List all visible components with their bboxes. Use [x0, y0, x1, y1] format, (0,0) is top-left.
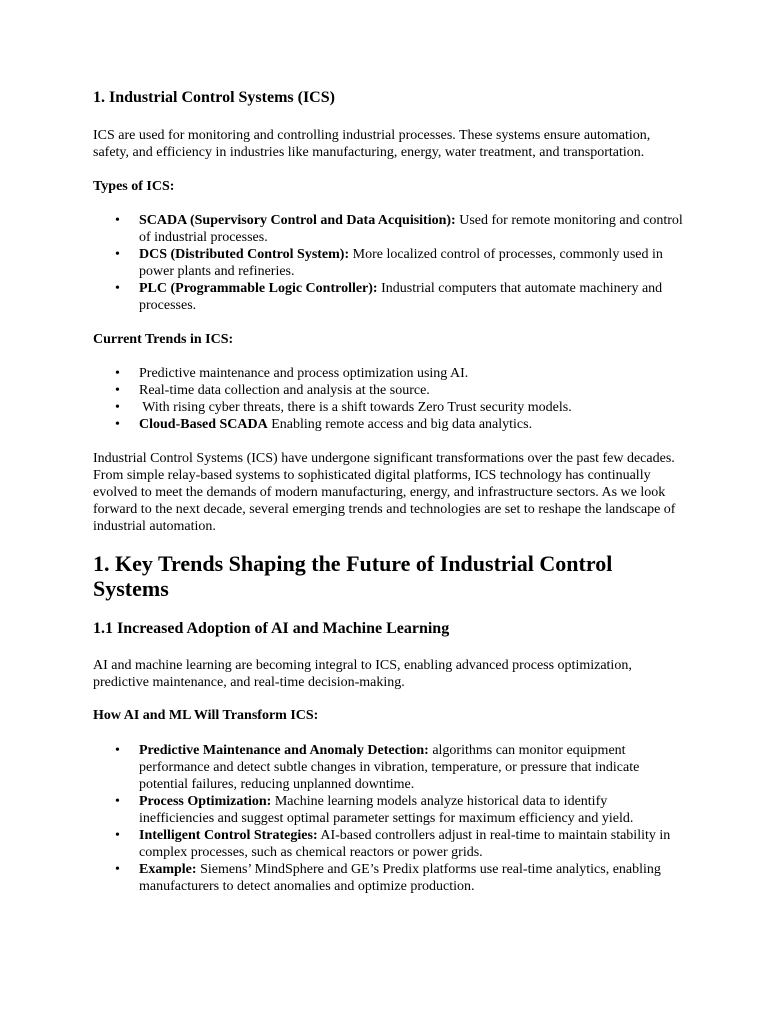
ai-ml-intro-paragraph: AI and machine learning are becoming integral to ICS, enabling advanced process optimization, predictive maintenance, and real-time decision-making. — [93, 658, 632, 690]
list-item-term: Intelligent Control Strategies: — [139, 828, 318, 843]
list-item-term: Cloud-Based SCADA — [139, 417, 268, 432]
list-item: • Real-time data collection and analysis at the source. — [93, 382, 683, 399]
list-item-desc: Enabling remote access and big data analytics. — [267, 417, 533, 432]
list-item-term: Predictive Maintenance and Anomaly Detection: — [139, 743, 429, 758]
list-item — [93, 793, 683, 827]
how-ai-ml-heading: How AI and ML Will Transform ICS: — [93, 708, 319, 723]
list-item — [93, 416, 683, 433]
ics-overview-paragraph: Industrial Control Systems (ICS) have undergone significant transformations over the past few decades. From simple relay-based systems to sophisticated digital platforms, ICS technology has continually evolved to meet the demands of modern manufacturing, energy, and infrastructure sectors. As we look forward to the next decade, several emerging trends and technologies are set to reshape the landscape of industrial automation. — [93, 451, 676, 534]
ics-intro-paragraph: ICS are used for monitoring and controlling industrial processes. These systems ensure automation, safety, and efficiency in industries like manufacturing, energy, water treatment, and transportation. — [93, 128, 651, 160]
list-item: • With rising cyber threats, there is a shift towards Zero Trust security models. — [93, 399, 683, 416]
list-item-term: Process Optimization: — [139, 794, 272, 809]
list-item — [93, 827, 683, 861]
list-item-desc: Industrial computers that automate machinery and processes. — [139, 281, 663, 313]
list-item-desc: Siemens’ MindSphere and GE’s Predix platforms use real-time analytics, enabling manufacturers to detect anomalies and optimize production. — [139, 862, 661, 894]
key-trends-heading: 1. Key Trends Shaping the Future of Industrial Control Systems — [93, 551, 613, 601]
list-item — [93, 742, 683, 793]
list-item-desc: Used for remote monitoring and control of industrial processes. — [139, 213, 683, 245]
list-item — [93, 280, 683, 314]
current-trends-heading: Current Trends in ICS: — [93, 332, 234, 347]
list-item — [93, 212, 683, 246]
list-item: • Predictive maintenance and process optimization using AI. — [93, 365, 683, 382]
list-item-desc: More localized control of processes, commonly used in power plants and refineries. — [139, 247, 663, 279]
list-item-desc: AI-based controllers adjust in real-time to maintain stability in complex processes, such as chemical reactors or power grids. — [139, 828, 671, 860]
list-item-term: SCADA (Supervisory Control and Data Acquisition): — [139, 213, 456, 228]
list-item-term: Example: — [139, 862, 197, 877]
ai-ml-list — [93, 742, 683, 895]
list-item — [93, 861, 683, 895]
ai-ml-subheading: 1.1 Increased Adoption of AI and Machine Learning — [93, 620, 450, 637]
current-trends-list — [93, 365, 683, 433]
list-item — [93, 246, 683, 280]
types-of-ics-heading: Types of ICS: — [93, 179, 175, 194]
list-item-desc: algorithms can monitor equipment performance and detect subtle changes in vibration, temperature, or pressure that indicate potential failures, reducing unplanned downtime. — [139, 743, 640, 792]
list-item-term: PLC (Programmable Logic Controller): — [139, 281, 378, 296]
ics-types-list — [93, 212, 683, 314]
section-heading-ics: 1. Industrial Control Systems (ICS) — [93, 89, 335, 106]
document-page — [93, 86, 683, 895]
list-item-term: DCS (Distributed Control System): — [139, 247, 350, 262]
list-item-desc: Machine learning models analyze historical data to identify inefficiencies and suggest optimal parameter settings for maximum efficiency and yield. — [139, 794, 634, 826]
